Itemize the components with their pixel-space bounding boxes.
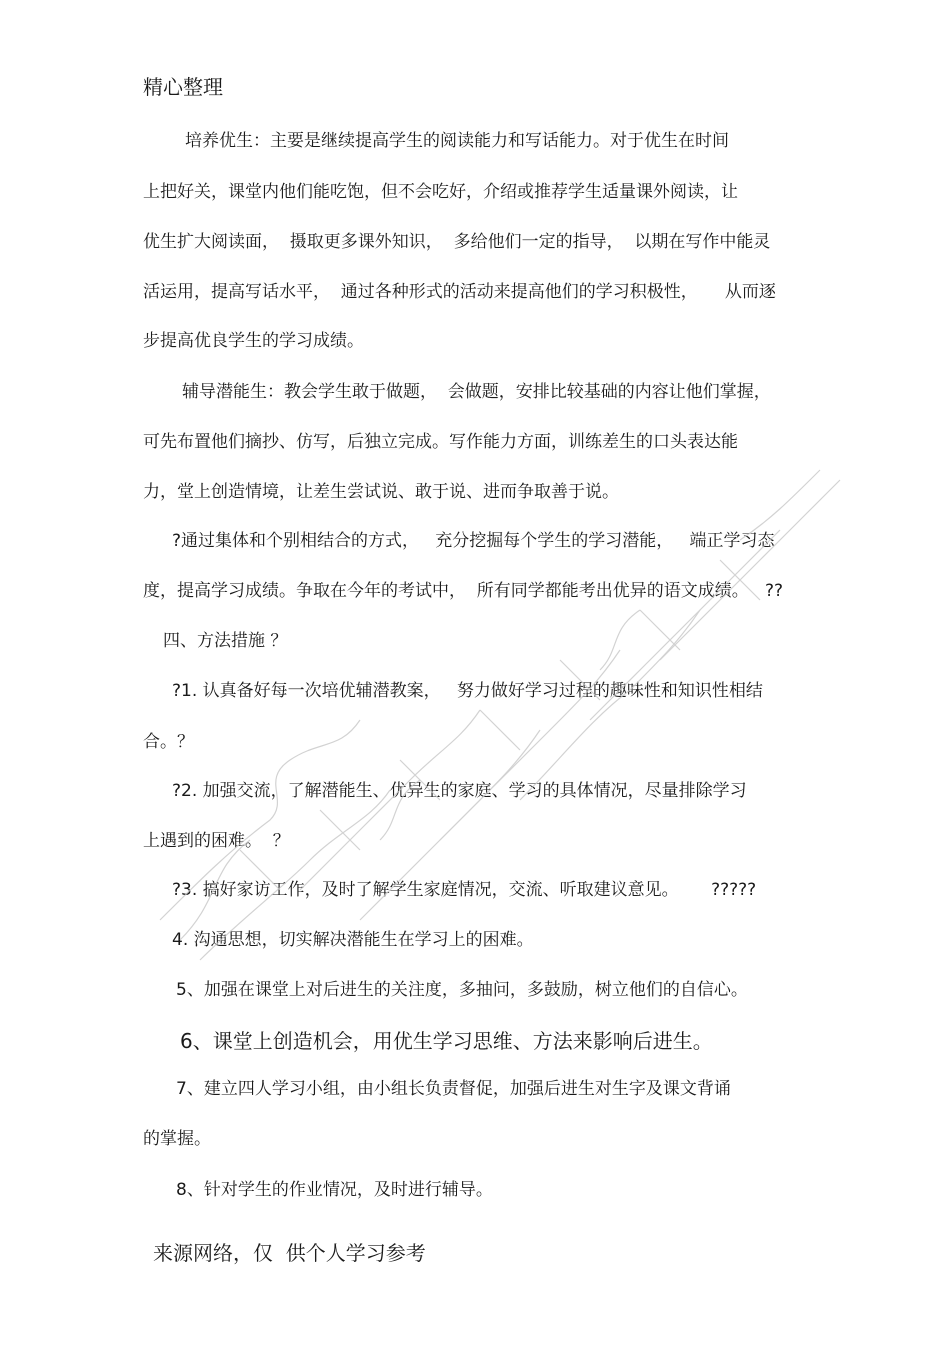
list-item: 6、课堂上创造机会，用优生学习思维、方法来影响后进生。 [180, 1029, 713, 1053]
list-item: 7、建立四人学习小组，由小组长负责督促，加强后进生对生字及课文背诵 [176, 1079, 731, 1099]
list-item: 8、针对学生的作业情况，及时进行辅导。 [176, 1180, 493, 1200]
page-footer: 来源网络，仅 供个人学习参考 [153, 1241, 426, 1265]
list-item: ?1. 认真备好每一次培优辅潜教案， 努力做好学习过程的趣味性和知识性相结 [172, 681, 763, 701]
paragraph-line: 力，堂上创造情境，让差生尝试说、敢于说、进而争取善于说。 [143, 482, 619, 502]
paragraph-line: 上把好关，课堂内他们能吃饱，但不会吃好，介绍或推荐学生适量课外阅读，让 [143, 182, 738, 202]
paragraph-line: 步提高优良学生的学习成绩。 [143, 331, 364, 351]
paragraph-line: 培养优生：主要是继续提高学生的阅读能力和写话能力。对于优生在时间 [185, 131, 729, 151]
list-item: 上遇到的困难。 ？ [143, 831, 290, 851]
list-item: 5、加强在课堂上对后进生的关注度，多抽问，多鼓励，树立他们的自信心。 [176, 980, 748, 1000]
paragraph-line: ?通过集体和个别相结合的方式， 充分挖掘每个学生的学习潜能， 端正学习态 [172, 531, 775, 551]
section-heading: 四、方法措施 ？ [163, 631, 288, 651]
list-item: ?3. 搞好家访工作，及时了解学生家庭情况，交流、听取建议意见。 ????? [172, 880, 757, 900]
list-item: 4. 沟通思想，切实解决潜能生在学习上的困难。 [172, 930, 534, 950]
list-item: 的掌握。 [143, 1129, 211, 1149]
list-item: 合。？ [143, 732, 194, 752]
paragraph-line: 辅导潜能生：教会学生敢于做题， 会做题，安排比较基础的内容让他们掌握， [182, 382, 771, 402]
paragraph-line: 优生扩大阅读面， 摄取更多课外知识， 多给他们一定的指导， 以期在写作中能灵 [143, 232, 771, 252]
paragraph-line: 可先布置他们摘抄、仿写，后独立完成。写作能力方面，训练差生的口头表达能 [143, 432, 738, 452]
page-header: 精心整理 [143, 75, 223, 99]
watermark-graphic [140, 420, 860, 980]
list-item: ?2. 加强交流，了解潜能生、优异生的家庭、学习的具体情况，尽量排除学习 [172, 781, 747, 801]
paragraph-line: 度，提高学习成绩。争取在今年的考试中， 所有同学都能考出优异的语文成绩。 ?? [143, 581, 784, 601]
paragraph-line: 活运用，提高写话水平， 通过各种形式的活动来提高他们的学习积极性， 从而逐 [143, 282, 776, 302]
